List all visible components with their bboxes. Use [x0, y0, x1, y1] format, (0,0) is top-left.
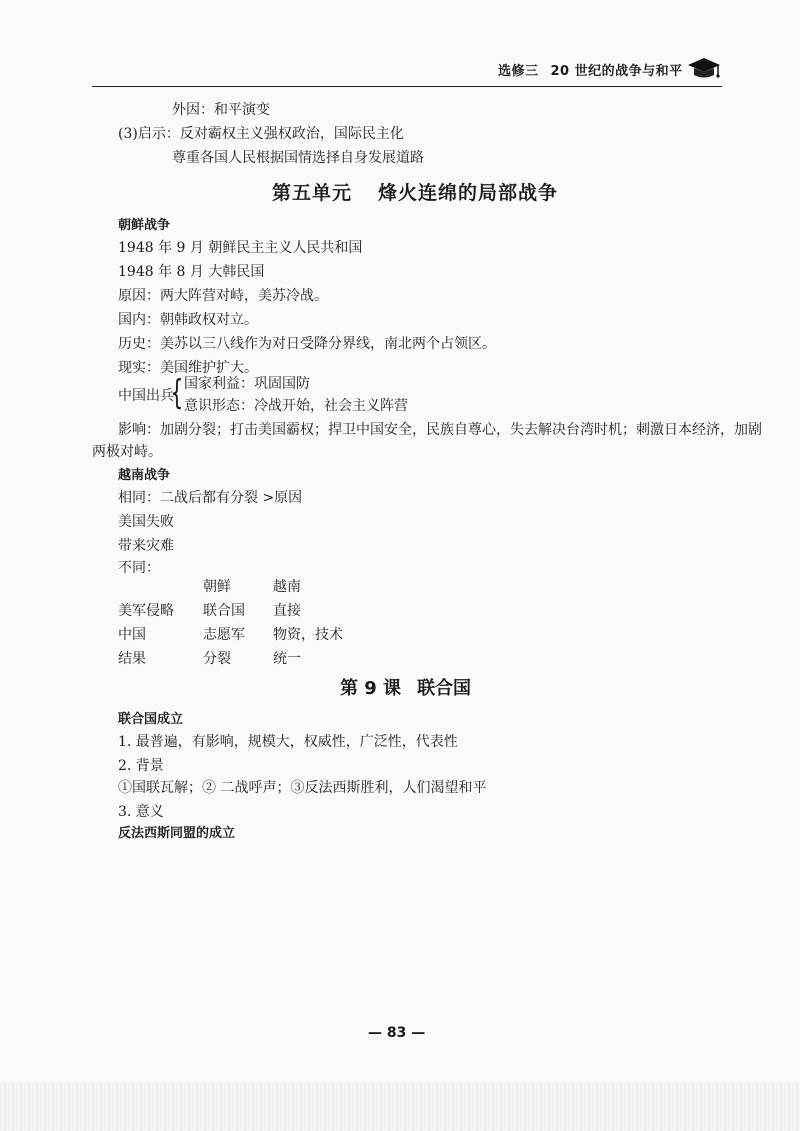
text-line: 相同：二战后都有分裂 >原因	[118, 490, 303, 506]
table-cell: 联合国	[203, 603, 245, 619]
table-cell: 结果	[118, 651, 146, 667]
header-title: 20 世纪的战争与和平	[550, 64, 683, 79]
text-line: 国内：朝韩政权对立。	[118, 312, 258, 328]
table-cell: 物资，技术	[273, 627, 343, 643]
scan-noise	[0, 1082, 800, 1131]
text-line: 原因：两大阵营对峙，美苏冷战。	[118, 288, 328, 304]
table-row	[0, 624, 800, 644]
graduation-cap-icon	[686, 55, 722, 81]
section-heading-korea: 朝鲜战争	[118, 218, 171, 233]
china-item: 国家利益：巩固国防	[184, 376, 310, 392]
intro-line: 外因：和平演变	[172, 102, 270, 118]
table-header-cell: 越南	[273, 579, 301, 595]
intro-line: (3)启示：反对霸权主义强权政治，国际民主化	[118, 126, 404, 142]
running-header	[498, 60, 683, 79]
section-heading-un: 联合国成立	[118, 712, 184, 727]
unit-number: 第五单元	[272, 182, 353, 204]
text-line: 不同：	[118, 560, 160, 576]
section-heading-alliance: 反法西斯同盟的成立	[118, 826, 236, 841]
table-cell: 统一	[273, 651, 301, 667]
text-line: 1. 最普遍，有影响，规模大，权威性，广泛性，代表性	[118, 734, 458, 750]
unit-name: 烽火连绵的局部战争	[378, 182, 559, 204]
section-heading-vietnam: 越南战争	[118, 468, 171, 483]
header-rule	[92, 86, 722, 87]
text-line: 现实：美国维护扩大。	[118, 360, 258, 376]
table-header-row	[0, 576, 800, 596]
header-section: 选修三	[498, 64, 539, 79]
text-line: 历史：美苏以三八线作为对日受降分界线，南北两个占领区。	[118, 336, 496, 352]
table-cell: 志愿军	[203, 627, 245, 643]
text-line: ①国联瓦解；② 二战呼声；③反法西斯胜利，人们渴望和平	[118, 780, 487, 796]
table-header-cell: 朝鲜	[203, 579, 231, 595]
page-number: — 83 —	[368, 1025, 426, 1041]
lesson-number: 第 9 课	[340, 678, 402, 699]
unit-title	[272, 178, 558, 205]
table-cell: 直接	[273, 603, 301, 619]
brace-icon: {	[170, 373, 184, 413]
lesson-title	[340, 674, 471, 700]
impact-line: 影响：加剧分裂；打击美国霸权；捍卫中国安全，民族自尊心，失去解决台湾时机；刺激日本经济，加剧	[118, 422, 762, 438]
text-line: 1948 年 8 月 大韩民国	[118, 264, 265, 280]
impact-line: 两极对峙。	[92, 444, 162, 460]
table-row	[0, 600, 800, 620]
text-line: 2. 背景	[118, 758, 164, 774]
table-cell: 中国	[118, 627, 146, 643]
text-line: 1948 年 9 月 朝鲜民主主义人民共和国	[118, 240, 363, 256]
intro-line: 尊重各国人民根据国情选择自身发展道路	[172, 150, 424, 166]
china-label: 中国出兵	[118, 388, 174, 404]
text-line: 美国失败	[118, 514, 174, 530]
lesson-name: 联合国	[417, 678, 472, 699]
table-cell: 分裂	[203, 651, 231, 667]
text-line: 3. 意义	[118, 804, 164, 820]
table-cell: 美军侵略	[118, 603, 174, 619]
table-row	[0, 648, 800, 668]
text-line: 带来灾难	[118, 538, 174, 554]
china-item: 意识形态：冷战开始，社会主义阵营	[184, 398, 408, 414]
